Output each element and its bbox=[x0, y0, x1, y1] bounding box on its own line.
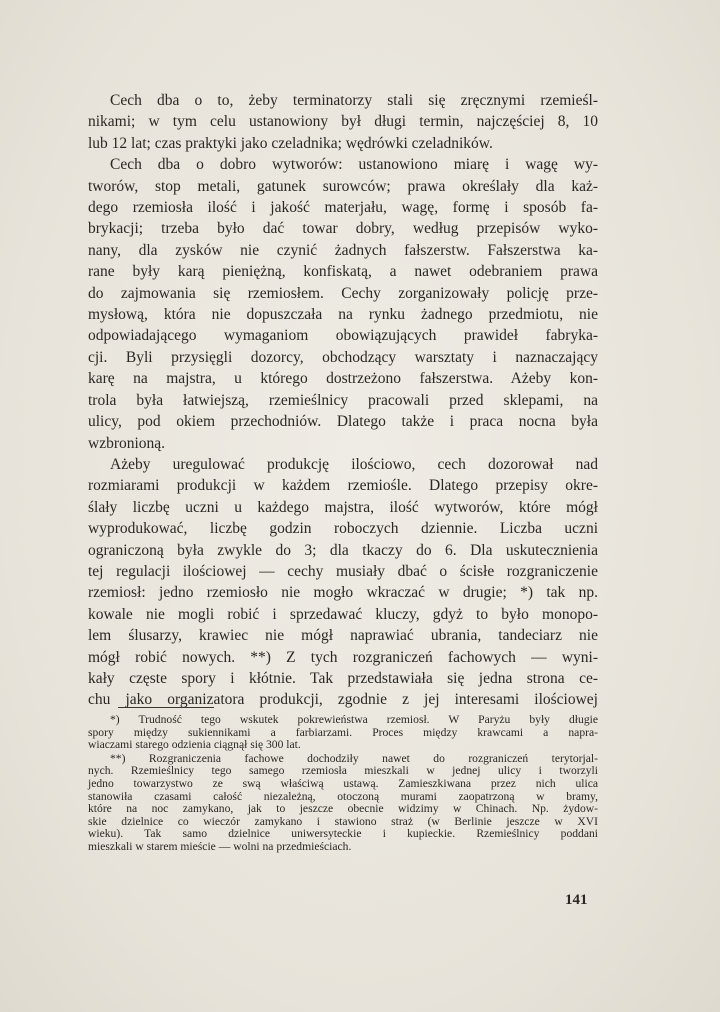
main-text bbox=[88, 90, 598, 711]
paragraph bbox=[88, 154, 598, 454]
text-line: mógł robić nowych. **) Z tych rozgraniczeń fachowych — wyni- bbox=[88, 648, 598, 666]
footnote-line: wiaczami starego odzienia ciągnął się 300 lat. bbox=[88, 738, 301, 752]
text-line: karę na majstra, u którego dostrzeżono fałszerstwa. Ażeby kon- bbox=[88, 370, 598, 388]
footnote bbox=[88, 714, 598, 752]
text-line: Ażeby uregulować produkcję ilościowo, cech dozorował nad bbox=[110, 455, 598, 473]
footnote-line: spory między sukiennikami a farbiarzami. Proces między krawcami a napra- bbox=[88, 725, 598, 739]
footnote-separator bbox=[118, 707, 214, 708]
footnote-line: które na noc zamykano, jak to jeszcze obecnie widzimy w Chinach. Np. żydow- bbox=[88, 802, 598, 816]
footnote-line: jedno towarzystwo ze swą właściwą ustawą. Zamieszkiwana przez nich ulica bbox=[88, 776, 598, 790]
text-line: Cech dba o dobro wytworów: ustanowiono miarę i wagę wy- bbox=[110, 156, 598, 174]
text-line: wyprodukować, liczbę godzin roboczych dziennie. Liczba uczni bbox=[88, 520, 598, 538]
page-number: 141 bbox=[565, 892, 588, 908]
footnote-line: wieku). Tak samo dzielnice uniwersyteckie i kupieckie. Rzemieślnicy poddani bbox=[88, 827, 598, 841]
text-line: dego rzemiosła ilość i jakość materjału, wagę, formę i sposób fa- bbox=[88, 199, 598, 217]
text-line: chu jako organizatora produkcji, zgodnie z jej interesami ilościowej bbox=[88, 691, 598, 709]
footnote-line: *) Trudność tego wskutek pokrewieństwa rzemiosł. W Paryżu były długie bbox=[110, 713, 598, 726]
footnote-line: **) Rozgraniczenia fachowe dochodziły nawet do rozgraniczeń terytorjal- bbox=[110, 751, 598, 765]
text-line: kały częste spory i kłótnie. Tak przedstawiała się jedna strona ce- bbox=[88, 669, 598, 687]
text-line: rzemiosł: jedno rzemiosło nie mogło wkraczać w drugie; *) tak np. bbox=[88, 584, 598, 602]
footnote-line: nych. Rzemieślnicy tego samego rzemiosła mieszkali w jednej ulicy i tworzyli bbox=[88, 764, 598, 778]
text-line: rane były karą pieniężną, konfiskatą, a nawet odebraniem prawa bbox=[88, 263, 598, 281]
text-line: ulicy, pod okiem przechodniów. Dlatego także i praca nocna była bbox=[88, 413, 598, 431]
text-line: ograniczoną była zwykle do 3; dla tkaczy do 6. Dla uskutecznienia bbox=[88, 541, 598, 559]
paragraph bbox=[88, 90, 598, 154]
text-line: kowale nie mogli robić i sprzedawać kluczy, gdyż to było monopo- bbox=[88, 605, 598, 623]
text-line: do zajmowania się rzemiosłem. Cechy zorganizowały policję prze- bbox=[88, 284, 598, 302]
text-line: lem ślusarzy, krawiec nie mógł naprawiać ubrania, tandeciarz nie bbox=[88, 627, 598, 645]
text-line: lub 12 lat; czas praktyki jako czeladnika; wędrówki czeladników. bbox=[88, 134, 493, 152]
footnotes bbox=[88, 714, 598, 855]
footnote bbox=[88, 753, 598, 854]
text-line: cji. Byli przysięgli dozorcy, obchodzący warsztaty i naznaczający bbox=[88, 348, 598, 366]
footnote-line: stanowiła czasami całość niezależną, otoczoną murami zaopatrzoną w bramy, bbox=[88, 789, 598, 803]
text-line: nikami; w tym celu ustanowiony był długi termin, najczęściej 8, 10 bbox=[88, 113, 598, 131]
paragraph bbox=[88, 454, 598, 711]
text-line: tworów, stop metali, gatunek surowców; prawa określały dla każ- bbox=[88, 177, 598, 195]
text-line: odpowiadającego wymaganiom obowiązujących prawideł fabryka- bbox=[88, 327, 598, 345]
text-line: ślały liczbę uczni u każdego majstra, ilość wytworów, które mógł bbox=[88, 498, 598, 516]
text-line: tej regulacji ilościowej — cechy musiały dbać o ścisłe rozgraniczenie bbox=[88, 562, 598, 580]
text-line: mysłową, która nie dopuszczała na rynku żadnego przedmiotu, nie bbox=[88, 306, 598, 324]
text-line: nany, dla zysków nie czynić żadnych fałszerstw. Fałszerstwa ka- bbox=[88, 241, 598, 259]
text-line: Cech dba o to, żeby terminatorzy stali się zręcznymi rzemieśl- bbox=[110, 92, 598, 109]
text-line: rozmiarami produkcji w każdem rzemiośle. Dlatego przepisy okre- bbox=[88, 477, 598, 495]
footnote-line: mieszkali w starem mieście — wolni na przedmieściach. bbox=[88, 839, 352, 853]
text-line: wzbronioną. bbox=[88, 434, 166, 452]
footnote-line: skie dzielnice co wieczór zamykano i stawiono straż (w Berlinie jeszcze w XVI bbox=[88, 814, 598, 828]
text-line: brykacji; trzeba było dać towar dobry, według przepisów wyko- bbox=[88, 220, 598, 238]
text-line: trola była łatwiejszą, rzemieślnicy pracowali przed sklepami, na bbox=[88, 391, 598, 409]
